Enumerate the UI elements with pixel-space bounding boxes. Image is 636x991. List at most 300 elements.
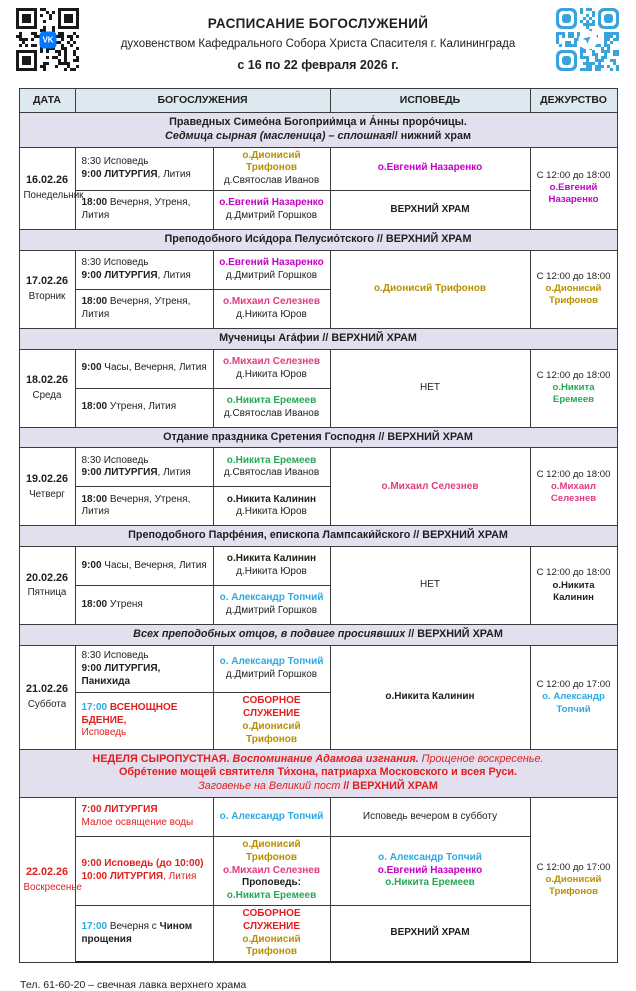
text-line (335, 811, 526, 824)
text-segment: о.Никита Еремеев (226, 394, 317, 406)
text-segment: НЕТ (420, 579, 440, 591)
feast-banner-row (19, 625, 617, 646)
date-value: 16.02.26 (25, 174, 69, 187)
text-segment: 18:00 (81, 197, 108, 209)
services-cell (75, 906, 213, 963)
text-line (24, 628, 613, 642)
text-segment: о. Александр Топчий (219, 810, 324, 822)
confession-cell (330, 191, 530, 230)
text-segment: о.Дионисий Трифонов (545, 873, 602, 898)
text-segment: 17:00 (81, 701, 108, 713)
weekday-label: Пятница (27, 587, 67, 599)
text-segment: 8:30 Исповедь (81, 454, 149, 466)
text-segment: СОБОРНОЕ СЛУЖЕНИЕ (242, 908, 301, 932)
document-header (0, 0, 636, 72)
text-segment: о.Евгений Назаренко (219, 197, 324, 209)
confession-cell (330, 646, 530, 750)
text-line (82, 702, 211, 728)
day-row (19, 349, 617, 388)
date-value: 21.02.26 (25, 683, 69, 696)
duty-cell (530, 147, 617, 229)
text-segment: 18:00 (81, 401, 108, 413)
text-line (218, 296, 326, 309)
clergy-cell (213, 547, 330, 586)
text-segment: , Лития (157, 467, 191, 479)
text-line (82, 663, 211, 689)
text-segment: НЕТ (420, 381, 440, 393)
text-segment: 8:30 Исповедь (81, 156, 149, 168)
col-header-services: БОГОСЛУЖЕНИЯ (75, 89, 330, 113)
text-segment: Отдание праздника Сретения Господня // ВЕРХНИЙ ХРАМ (163, 430, 473, 443)
text-segment: С 12:00 до 18:00 (536, 169, 611, 181)
table-header (19, 89, 617, 113)
text-segment: С 12:00 до 18:00 (536, 567, 611, 579)
text-segment: 7:00 ЛИТУРГИЯ (81, 804, 158, 816)
text-line (533, 370, 615, 382)
text-segment: 17:00 (81, 920, 108, 932)
col-header-confession: ИСПОВЕДЬ (330, 89, 530, 113)
text-segment: Прощеное воскресенье. (421, 752, 544, 765)
text-segment: Утреня, Лития (107, 401, 177, 413)
text-segment: Заговенье на Великий пост (198, 780, 344, 793)
date-cell (19, 798, 82, 963)
text-line (218, 721, 326, 747)
feast-banner-row (19, 749, 617, 797)
weekday-label: Понедельник (23, 189, 84, 201)
services-cell (75, 586, 213, 625)
text-segment: ВСЕНОЩНОЕ БДЕНИЕ, (81, 701, 178, 726)
services-cell (75, 798, 213, 837)
text-segment: Чином прощения (81, 920, 193, 945)
text-segment: ВЕРХНИЙ ХРАМ (390, 927, 470, 939)
day-row (19, 646, 617, 693)
vk-qr-code (16, 8, 80, 72)
day-row (19, 547, 617, 586)
text-segment: Воспоминание Адамова изгнания. (232, 752, 422, 765)
feast-banner (19, 230, 617, 251)
clergy-cell (213, 349, 330, 388)
day-row (19, 448, 617, 487)
services-cell (75, 250, 213, 289)
text-line (218, 566, 326, 579)
text-segment: 9:00 ЛИТУРГИЯ (81, 467, 158, 479)
text-line (218, 934, 326, 960)
telegram-logo (579, 31, 598, 50)
weekday-label: Суббота (27, 699, 67, 710)
services-cell (75, 289, 213, 328)
text-line (218, 467, 326, 480)
feast-banner (19, 749, 617, 797)
text-segment: о.Евгений Назаренко (548, 182, 599, 206)
text-line (218, 175, 326, 188)
text-line (218, 408, 326, 421)
weekday-label: Воскресенье (23, 881, 82, 893)
text-line (218, 309, 326, 322)
text-segment: С 12:00 до 17:00 (536, 861, 611, 873)
text-line (82, 401, 211, 414)
text-line (533, 691, 615, 716)
text-line (218, 811, 326, 824)
text-line (82, 270, 211, 283)
text-segment: Преподобного Иси́дора Пелусио́тского // ВЕРХНИЙ ХРАМ (164, 233, 472, 246)
day-row (19, 798, 617, 837)
text-line (533, 862, 615, 874)
text-segment: о.Евгений Назаренко (377, 162, 483, 174)
text-segment: С 12:00 до 17:00 (536, 678, 611, 690)
clergy-cell (213, 693, 330, 749)
duty-cell (530, 250, 617, 328)
page-subtitle: духовенством Кафедрального Собора Христа Спасителя г. Калининграда (120, 38, 516, 50)
text-segment: Вечерня, Утреня, Лития (81, 493, 191, 518)
confession-cell (330, 837, 530, 906)
feast-banner (19, 526, 617, 547)
text-segment: о. Александр Топчий (378, 851, 482, 863)
text-line (24, 780, 613, 794)
text-segment: Преподобного Парфе́ния, епископа Лампсаки́йского // ВЕРХНИЙ ХРАМ (128, 529, 508, 542)
vk-logo (40, 32, 57, 49)
text-segment: 9:00 Исповедь (до 10:00) (81, 858, 204, 870)
text-segment: НЕДЕЛЯ СЫРОПУСТНАЯ. (92, 752, 233, 765)
text-line (82, 156, 211, 169)
date-cell (19, 646, 75, 750)
clergy-cell (213, 250, 330, 289)
text-segment: д.Святослав Иванов (223, 175, 320, 187)
text-segment: ВЕРХНИЙ ХРАМ (390, 203, 470, 215)
text-line (82, 467, 211, 480)
text-line (82, 197, 211, 223)
text-segment: 18:00 (81, 598, 108, 610)
text-line (218, 369, 326, 382)
telegram-logo-icon (579, 31, 598, 50)
day-row (19, 191, 617, 230)
text-segment: д.Никита Юров (236, 506, 307, 518)
text-line (335, 382, 526, 395)
confession-cell (330, 147, 530, 190)
text-segment: о.Никита Калинин (226, 553, 317, 565)
text-segment: Часы, Вечерня, Лития (101, 362, 207, 374)
text-segment: о.Никита Еремеев (226, 890, 317, 902)
text-line (218, 877, 326, 890)
text-line (24, 332, 613, 346)
weekday-label: Четверг (29, 488, 65, 500)
text-segment: о.Евгений Назаренко (219, 257, 324, 269)
text-segment: Обре́тение мощей святителя Ти́хона, патриарха Московского и всея Руси. (118, 766, 518, 779)
duty-cell (530, 448, 617, 526)
text-segment: 8:30 Исповедь (81, 257, 149, 269)
text-line (533, 567, 615, 579)
date-value: 19.02.26 (25, 472, 69, 485)
clergy-cell (213, 646, 330, 693)
text-line (533, 679, 615, 691)
text-line (24, 116, 613, 130)
text-line (218, 908, 326, 934)
date-value: 20.02.26 (25, 571, 69, 584)
text-segment: Малое освящение воды (81, 817, 194, 829)
text-segment: о.Михаил Селезнев (550, 480, 597, 505)
text-line (82, 494, 211, 520)
text-segment: 9:00 ЛИТУРГИЯ (81, 168, 158, 180)
clergy-cell (213, 586, 330, 625)
text-segment: о.Дионисий Трифонов (242, 933, 301, 958)
weekday-label: Среда (32, 389, 62, 401)
feast-banner-row (19, 328, 617, 349)
col-header-duty: ДЕЖУРСТВО (530, 89, 617, 113)
text-line (24, 431, 613, 445)
text-line (82, 727, 211, 740)
text-segment: д.Дмитрий Горшков (225, 669, 318, 681)
text-line (24, 233, 613, 247)
confession-cell (330, 798, 530, 837)
text-line (82, 650, 211, 663)
text-segment: Мученицы Ага́фии // ВЕРХНИЙ ХРАМ (219, 331, 417, 344)
services-cell (75, 646, 213, 693)
text-segment: о. Александр Топчий (219, 656, 324, 668)
date-value: 18.02.26 (25, 373, 69, 386)
text-segment: // ВЕРХНИЙ ХРАМ (408, 628, 503, 641)
text-line (24, 753, 613, 767)
date-value: 22.02.26 (25, 865, 69, 878)
text-line (533, 580, 615, 605)
text-line (82, 817, 211, 830)
text-segment: о.Никита Еремеев (226, 454, 317, 466)
text-segment: 18:00 (81, 493, 108, 505)
text-segment: о.Дионисий Трифонов (242, 721, 301, 745)
text-segment: 9:00 ЛИТУРГИЯ, Панихида (81, 662, 161, 687)
text-line (218, 270, 326, 283)
text-line (218, 494, 326, 507)
text-line (218, 455, 326, 468)
text-segment: о.Никита Калинин (385, 690, 475, 702)
text-line (335, 865, 526, 878)
clergy-cell (213, 906, 330, 963)
text-segment: // ВЕРХНИЙ ХРАМ (343, 780, 438, 793)
text-line (82, 921, 211, 947)
feast-banner-row (19, 230, 617, 251)
day-row (19, 837, 617, 906)
text-line (82, 599, 211, 612)
text-line (82, 455, 211, 468)
duty-cell (530, 349, 617, 427)
text-line (335, 691, 526, 704)
text-line (533, 283, 615, 308)
text-segment: д.Дмитрий Горшков (225, 210, 318, 222)
text-segment: Вечерня с (107, 920, 160, 932)
text-line (82, 169, 211, 182)
title-block (80, 8, 556, 72)
text-segment: д.Святослав Иванов (223, 467, 320, 479)
text-line (533, 382, 615, 407)
feast-banner (19, 328, 617, 349)
text-segment: д.Святослав Иванов (223, 407, 320, 419)
date-cell (19, 547, 75, 625)
text-segment: о.Михаил Селезнев (222, 296, 321, 308)
text-segment: Часы, Вечерня, Лития (101, 559, 207, 571)
text-line (533, 874, 615, 899)
date-cell (19, 250, 75, 328)
duty-cell (530, 547, 617, 625)
paper-plane-icon: ➤ (580, 32, 596, 48)
text-line (82, 871, 211, 884)
services-cell (75, 147, 213, 190)
text-segment: о.Дионисий Трифонов (373, 282, 487, 294)
confession-cell (330, 349, 530, 427)
phone-note: Тел. 61-60-20 – свечная лавка верхнего храма (20, 979, 247, 991)
text-segment: Вечерня, Утреня, Лития (81, 296, 191, 320)
duty-cell (530, 798, 617, 963)
text-segment: СОБОРНОЕ СЛУЖЕНИЕ (242, 695, 301, 720)
text-line (218, 605, 326, 618)
text-line (218, 839, 326, 865)
text-segment: о.Никита Калинин (226, 493, 317, 505)
day-row (19, 906, 617, 963)
text-segment: о.Дионисий Трифонов (545, 283, 602, 307)
text-line (533, 271, 615, 283)
text-line (82, 804, 211, 817)
text-segment: Седмица сырная (масленица) – сплошная (165, 129, 392, 142)
text-segment: о.Евгений Назаренко (377, 864, 483, 876)
text-segment: Исповедь (81, 727, 127, 739)
text-segment: о.Михаил Селезнев (222, 355, 321, 367)
text-segment: 9:00 (81, 362, 102, 374)
page-title: РАСПИСАНИЕ БОГОСЛУЖЕНИЙ (207, 16, 429, 31)
text-line (218, 257, 326, 270)
text-segment: Утреня (107, 598, 143, 610)
text-line (82, 362, 211, 375)
text-segment: , Лития (163, 871, 197, 883)
services-cell (75, 349, 213, 388)
feast-banner-row (19, 113, 617, 148)
text-segment: С 12:00 до 18:00 (536, 468, 611, 480)
confession-cell (330, 250, 530, 328)
text-line (533, 469, 615, 481)
text-line (218, 150, 326, 176)
text-line (533, 182, 615, 207)
day-row (19, 250, 617, 289)
services-cell (75, 487, 213, 526)
text-segment: о.Дионисий Трифонов (242, 839, 301, 863)
text-line (218, 210, 326, 223)
day-row (19, 147, 617, 190)
text-line (24, 766, 613, 780)
text-line (218, 553, 326, 566)
clergy-cell (213, 147, 330, 190)
clergy-cell (213, 388, 330, 427)
text-line (24, 130, 613, 144)
text-line (335, 852, 526, 865)
duty-cell (530, 646, 617, 750)
text-segment: о.Никита Калинин (552, 579, 595, 603)
text-line (82, 560, 211, 573)
text-line (218, 669, 326, 682)
text-segment: 10:00 ЛИТУРГИЯ (81, 871, 164, 883)
services-cell (75, 693, 213, 749)
text-segment: , Лития (157, 269, 191, 281)
text-line (218, 592, 326, 605)
text-segment: С 12:00 до 18:00 (536, 270, 611, 282)
clergy-cell (213, 191, 330, 230)
feast-banner (19, 427, 617, 448)
telegram-qr-code (556, 8, 620, 72)
text-segment: 9:00 ЛИТУРГИЯ (81, 269, 158, 281)
feast-banner-row (19, 427, 617, 448)
clergy-cell (213, 798, 330, 837)
date-cell (19, 448, 75, 526)
text-line (533, 170, 615, 182)
text-line (218, 656, 326, 669)
text-segment: о. Александр Топчий (542, 691, 605, 715)
text-segment: д.Никита Юров (236, 566, 307, 578)
text-line (218, 395, 326, 408)
services-cell (75, 837, 213, 906)
text-segment: д.Никита Юров (236, 368, 307, 380)
col-header-date: ДАТА (19, 89, 75, 113)
text-segment: о.Дионисий Трифонов (242, 149, 301, 174)
text-segment: Всех преподобных отцов, в подвиге просиявших (133, 628, 409, 641)
text-segment: С 12:00 до 18:00 (536, 369, 611, 381)
text-segment: 18:00 (81, 296, 108, 308)
text-segment: о.Михаил Селезнев (222, 864, 321, 876)
text-line (335, 204, 526, 217)
text-line (218, 695, 326, 721)
date-cell (19, 147, 84, 229)
text-segment: Вечерня, Утреня, Лития (81, 197, 191, 222)
text-segment: о.Никита Еремеев (552, 382, 595, 406)
text-line (82, 257, 211, 270)
text-segment: о.Михаил Селезнев (381, 480, 479, 492)
text-segment: , Лития (157, 168, 191, 180)
text-segment: Проповедь: (242, 877, 301, 889)
text-segment: о. Александр Топчий (219, 592, 324, 604)
feast-banner (19, 625, 617, 646)
text-line (335, 283, 526, 296)
text-segment: 8:30 Исповедь (81, 650, 149, 662)
text-line (218, 865, 326, 878)
text-segment: д.Дмитрий Горшков (225, 269, 318, 281)
text-line (335, 162, 526, 175)
services-cell (75, 388, 213, 427)
text-segment: д.Дмитрий Горшков (225, 605, 318, 617)
text-line (533, 481, 615, 506)
text-line (218, 506, 326, 519)
text-line (218, 197, 326, 210)
text-line (218, 356, 326, 369)
text-line (335, 481, 526, 494)
date-cell (19, 349, 75, 427)
clergy-cell (213, 837, 330, 906)
text-segment: // нижний храм (391, 129, 471, 142)
vk-logo-icon: VK (40, 32, 57, 49)
weekday-label: Вторник (28, 290, 66, 302)
schedule-table (19, 88, 618, 963)
feast-banner (19, 113, 617, 148)
feast-banner-row (19, 526, 617, 547)
confession-cell (330, 448, 530, 526)
services-cell (75, 448, 213, 487)
services-cell (75, 547, 213, 586)
text-segment: 9:00 (81, 559, 102, 571)
text-segment: Исповедь вечером в субботу (362, 810, 498, 822)
clergy-cell (213, 487, 330, 526)
text-line (82, 296, 211, 322)
text-line (335, 579, 526, 592)
text-segment: о.Никита Еремеев (385, 877, 475, 889)
text-line (24, 529, 613, 543)
date-range: с 16 по 22 февраля 2026 г. (237, 58, 399, 72)
text-line (82, 858, 211, 871)
clergy-cell (213, 448, 330, 487)
confession-cell (330, 906, 530, 963)
text-line (335, 927, 526, 940)
